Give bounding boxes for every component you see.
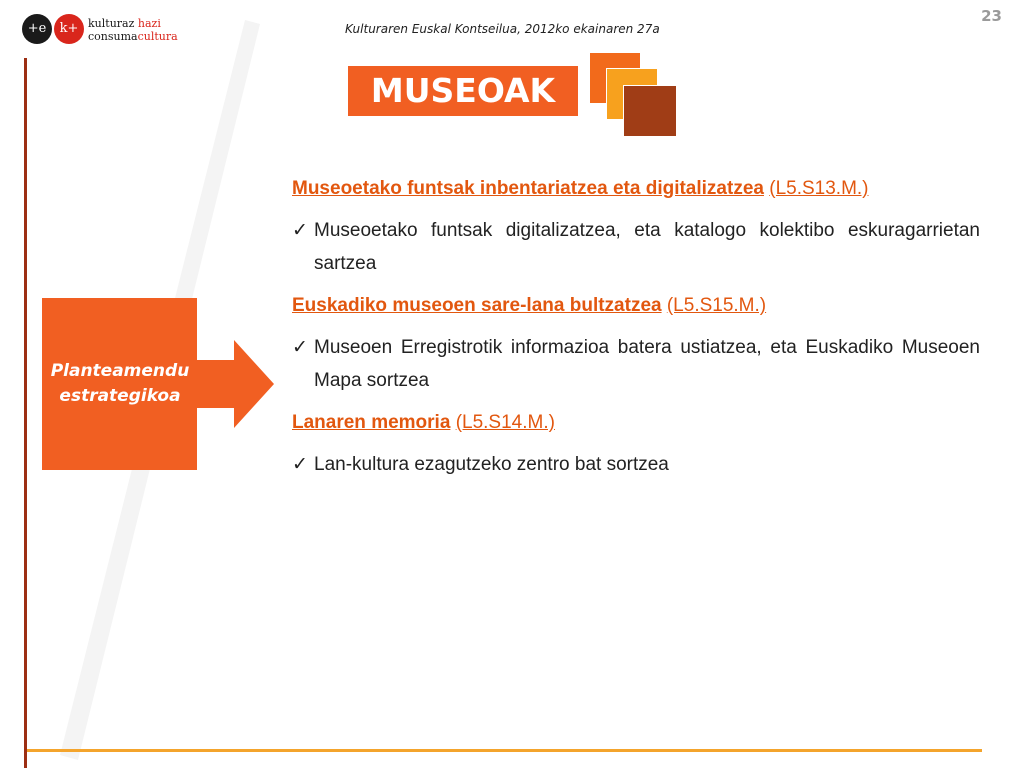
checkmark-icon: ✓	[292, 337, 308, 358]
kulturaz-logo	[22, 14, 182, 48]
bullet-item-3: ✓ Lan-kultura ezagutzeko zentro bat sortzea	[292, 448, 980, 481]
section-heading-2: Euskadiko museoen sare-lana bultzatzea (L5.S15.M.)	[292, 295, 767, 316]
section-heading-1: Museoetako funtsak inbentariatzea eta digitalizatzea (L5.S13.M.)	[292, 178, 869, 199]
logo-text-line2: consumacultura	[88, 30, 178, 43]
content-area	[292, 172, 980, 490]
section-heading-3: Lanaren memoria (L5.S14.M.)	[292, 412, 555, 433]
bullet-item-2: ✓ Museoen Erregistrotik informazioa batera ustiatzea, eta Euskadiko Museoen Mapa sortzea	[292, 331, 980, 397]
left-vertical-rule	[24, 58, 27, 768]
right-arrow-icon	[196, 340, 276, 430]
bullet-item-1: ✓ Museoetako funtsak digitalizatzea, eta katalogo kolektibo eskuragarrietan sartzea	[292, 214, 980, 280]
logo-text-line1: kulturaz hazi	[88, 17, 161, 30]
header-subtitle: Kulturaren Euskal Kontseilua, 2012ko ekainaren 27a	[345, 22, 660, 36]
slide-title: MUSEOAK	[348, 66, 578, 116]
decor-square-brown	[623, 85, 677, 137]
checkmark-icon: ✓	[292, 454, 308, 475]
logo-badge-e: +e	[22, 14, 52, 44]
checkmark-icon: ✓	[292, 220, 308, 241]
footer-rule	[27, 749, 982, 752]
strategy-label: Planteamendu estrategikoa	[50, 361, 190, 406]
logo-badge-k: k+	[54, 14, 84, 44]
page-number: 23	[981, 7, 1002, 25]
